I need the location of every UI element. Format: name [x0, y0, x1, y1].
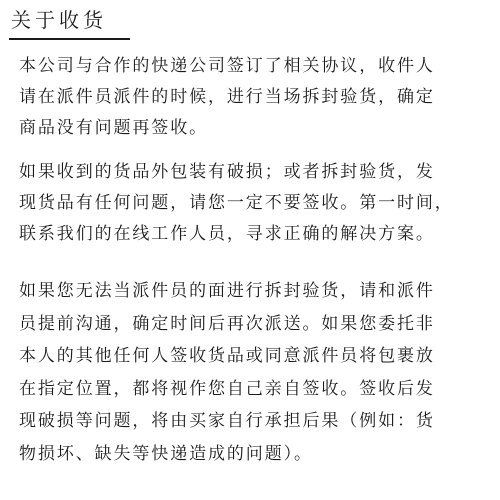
paragraph-line: 在指定位置，都将视作您自己亲自签收。签收后发	[19, 378, 435, 399]
title-underline	[9, 38, 130, 40]
paragraph-line: 如果收到的货品外包装有破损；或者拆封验货，发	[19, 162, 435, 182]
paragraph-line: 本公司与合作的快递公司签订了相关协议，收件人	[19, 56, 435, 76]
paragraph-line: 现破损等问题，将由买家自行承担后果（例如：货	[19, 411, 435, 431]
paragraph-line: 如果您无法当派件员的面进行拆封验货，请和派件	[19, 281, 435, 301]
paragraph-line: 商品没有问题再签收。	[19, 118, 208, 138]
paragraph-line: 现货品有任何问题，请您一定不要签收。第一时间，	[19, 193, 454, 213]
paragraph-line: 物损坏、缺失等快递造成的问题）。	[19, 443, 313, 464]
page-title: 关于收货	[11, 8, 107, 32]
paragraph-line: 联系我们的在线工作人员，寻求正确的解决方案。	[19, 224, 435, 244]
paragraph-damaged-goods	[19, 157, 487, 250]
paragraph-line: 请在派件员派件的时候，进行当场拆封验货，确定	[19, 87, 435, 107]
paragraph-line: 员提前沟通，确定时间后再次派送。如果您委托非	[19, 313, 435, 334]
paragraph-delivery-inspection	[19, 51, 487, 144]
paragraph-line: 本人的其他任何人签收货品或同意派件员将包裹放	[19, 346, 435, 366]
paragraph-proxy-signing	[19, 275, 487, 470]
